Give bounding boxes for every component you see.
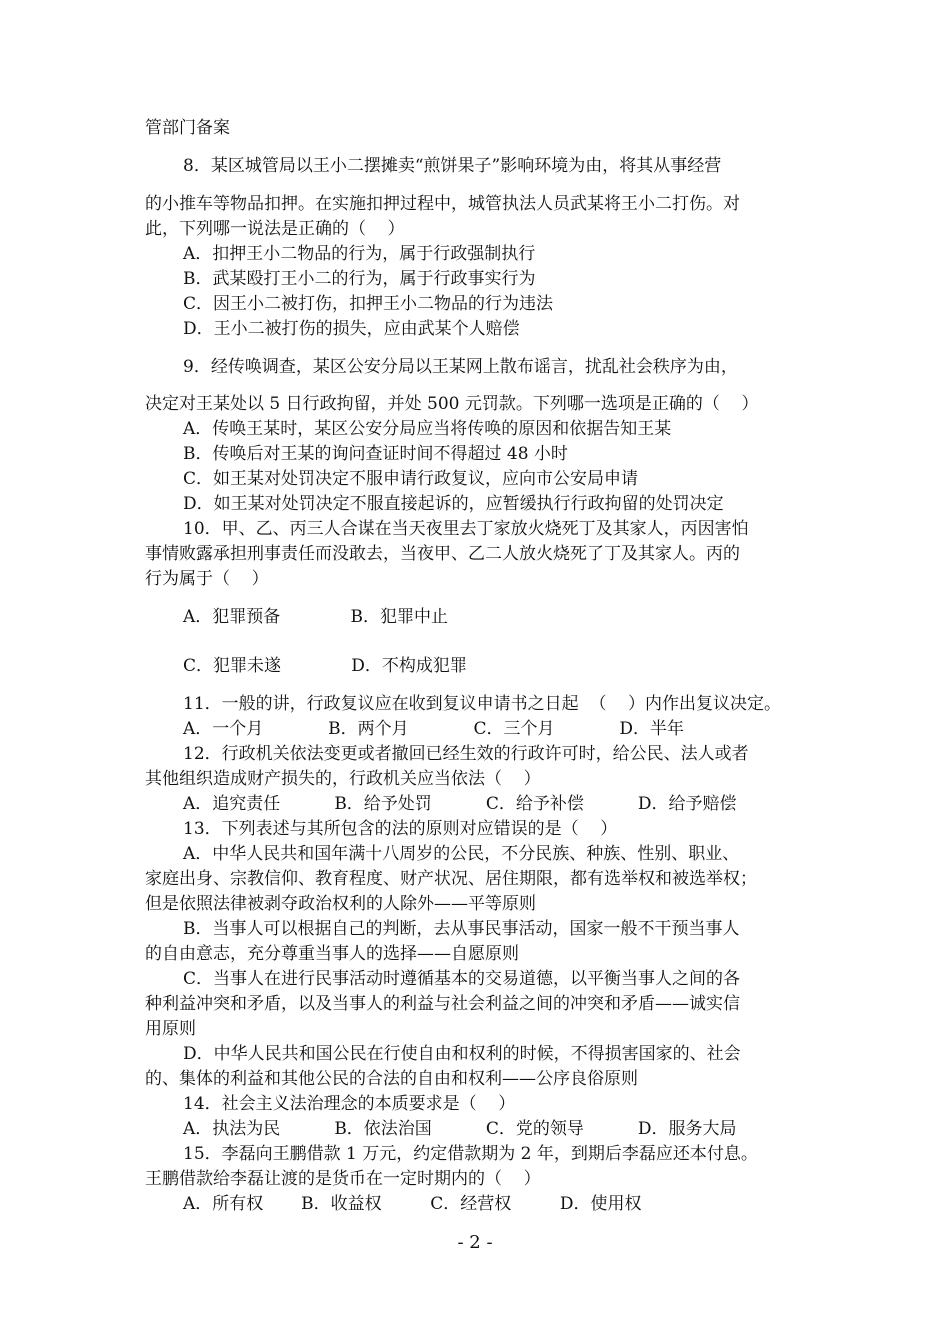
question-14-stem: 14．社会主义法治理念的本质要求是（ ） bbox=[183, 1094, 516, 1114]
options-row: C．犯罪未遂 D．不构成犯罪 bbox=[183, 656, 467, 676]
option-a: A．扣押王小二物品的行为，属于行政强制执行 bbox=[183, 244, 536, 264]
text-line: 其他组织造成财产损失的，行政机关应当依法（ ） bbox=[145, 769, 541, 789]
option-c: C．当事人在进行民事活动时遵循基本的交易道德，以平衡当事人之间的各 bbox=[183, 969, 741, 989]
text-line: 家庭出身、宗教信仰、教育程度、财产状况、居住期限，都有选举权和被选举权； bbox=[145, 869, 757, 889]
option-d: D．王小二被打伤的损失，应由武某个人赔偿 bbox=[183, 319, 520, 339]
options-row: A．追究责任 B．给予处罚 C．给予补偿 D．给予赔偿 bbox=[183, 794, 737, 814]
option-a: A．中华人民共和国年满十八周岁的公民，不分民族、种族、性别、职业、 bbox=[183, 844, 740, 864]
question-8-stem: 8．某区城管局以王小二摆摊卖“煎饼果子”影响环境为由，将其从事经营 bbox=[183, 156, 722, 176]
text-line: 事情败露承担刑事责任而没敢去，当夜甲、乙二人放火烧死了丁及其家人。丙的 bbox=[145, 544, 740, 564]
text-line: 此，下列哪一说法是正确的（ ） bbox=[145, 219, 405, 239]
option-b: B．当事人可以根据自己的判断，去从事民事活动，国家一般不干预当事人 bbox=[183, 919, 740, 939]
text-line: 但是依照法律被剥夺政治权利的人除外——平等原则 bbox=[145, 894, 536, 914]
text-line: 决定对王某处以 5 日行政拘留，并处 500 元罚款。下列哪一选项是正确的（ ） bbox=[145, 394, 759, 414]
question-12-stem: 12．行政机关依法变更或者撤回已经生效的行政许可时，给公民、法人或者 bbox=[183, 744, 749, 764]
option-b: B．传唤后对王某的询问查证时间不得超过 48 小时 bbox=[183, 444, 568, 464]
text-line: 的自由意志，充分尊重当事人的选择——自愿原则 bbox=[145, 944, 519, 964]
option-d: D．中华人民共和国公民在行使自由和权利的时候，不得损害国家的、社会 bbox=[183, 1044, 741, 1064]
option-c: C．因王小二被打伤，扣押王小二物品的行为违法 bbox=[183, 294, 554, 314]
text-line: 管部门备案 bbox=[145, 118, 230, 138]
options-row: A．犯罪预备 B．犯罪中止 bbox=[183, 607, 449, 627]
options-row: A．执法为民 B．依法治国 C．党的领导 D．服务大局 bbox=[183, 1119, 737, 1139]
text-line: 用原则 bbox=[145, 1019, 196, 1039]
question-11-stem: 11．一般的讲，行政复议应在收到复议申请书之日起 （ ）内作出复议决定。 bbox=[183, 694, 782, 714]
question-10-stem: 10．甲、乙、丙三人合谋在当天夜里去丁家放火烧死丁及其家人，丙因害怕 bbox=[183, 519, 749, 539]
question-15-stem: 15．李磊向王鹏借款 1 万元，约定借款期为 2 年，到期后李磊应还本付息。 bbox=[183, 1144, 758, 1164]
text-line: 种利益冲突和矛盾，以及当事人的利益与社会利益之间的冲突和矛盾——诚实信 bbox=[145, 994, 740, 1014]
text-line: 行为属于（ ） bbox=[145, 569, 269, 589]
text-line: 王鹏借款给李磊让渡的是货币在一定时期内的（ ） bbox=[145, 1169, 541, 1189]
option-d: D．如王某对处罚决定不服直接起诉的，应暂缓执行行政拘留的处罚决定 bbox=[183, 494, 724, 514]
option-b: B．武某殴打王小二的行为，属于行政事实行为 bbox=[183, 269, 536, 289]
option-a: A．传唤王某时，某区公安分局应当将传唤的原因和依据告知王某 bbox=[183, 419, 672, 439]
page-number: - 2 - bbox=[457, 1232, 493, 1253]
text-line: 的小推车等物品扣押。在实施扣押过程中，城管执法人员武某将王小二打伤。对 bbox=[145, 194, 740, 214]
question-13-stem: 13．下列表述与其所包含的法的原则对应错误的是（ ） bbox=[183, 819, 618, 839]
question-9-stem: 9．经传唤调查，某区公安分局以王某网上散布谣言，扰乱社会秩序为由， bbox=[183, 357, 738, 377]
options-row: A．一个月 B．两个月 C．三个月 D．半年 bbox=[183, 719, 684, 739]
text-line: 的、集体的利益和其他公民的合法的自由和权利——公序良俗原则 bbox=[145, 1069, 638, 1089]
options-row: A．所有权 B．收益权 C．经营权 D．使用权 bbox=[183, 1194, 642, 1214]
option-c: C．如王某对处罚决定不服申请行政复议，应向市公安局申请 bbox=[183, 469, 639, 489]
